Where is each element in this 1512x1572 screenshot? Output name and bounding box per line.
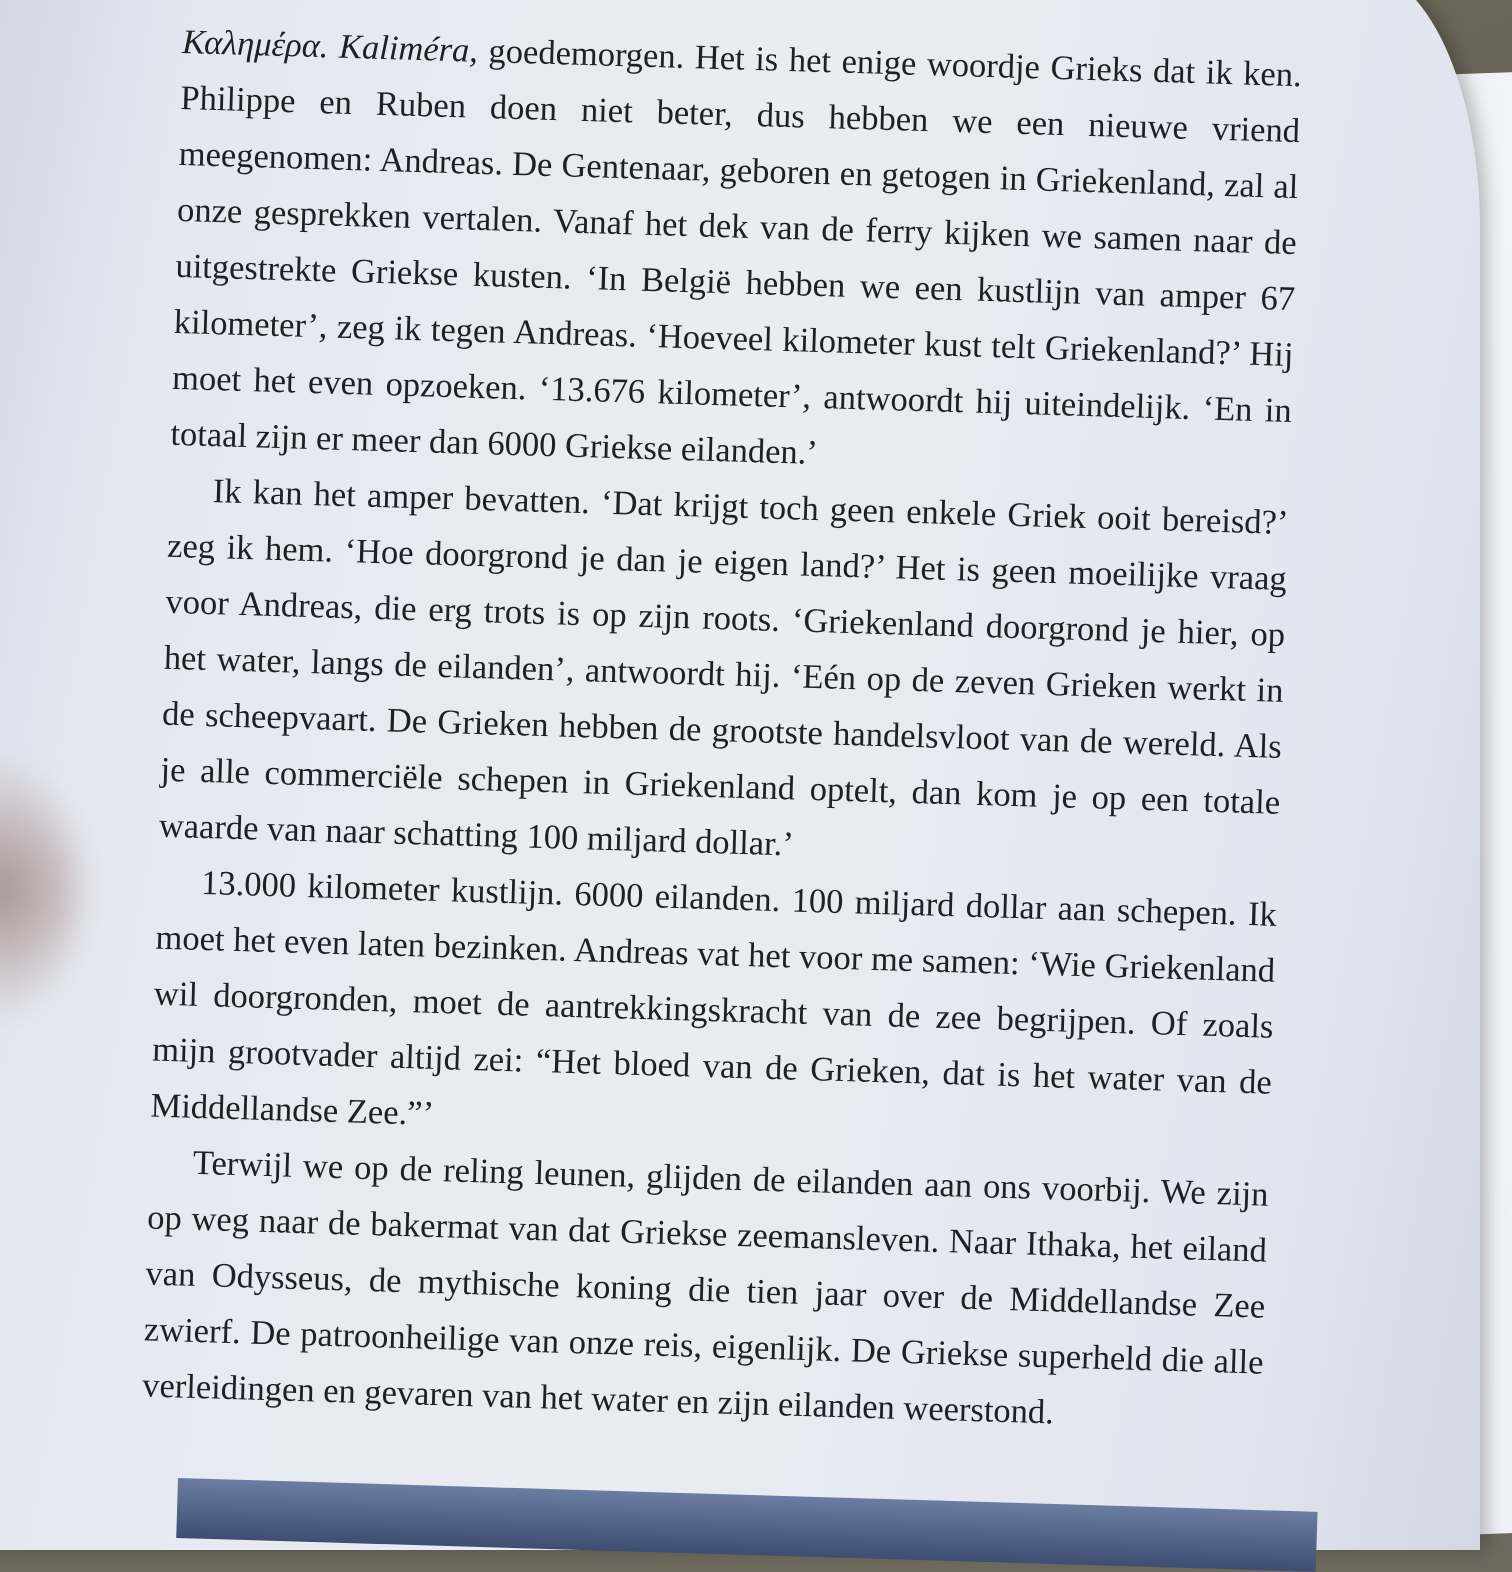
- paragraph-4: Terwijl we op de reling leunen, glijden de eilanden aan ons voorbij. We zijn op weg naar de bakermat van dat Griekse zeemansleven. Naar Ithaka, het eiland van Odysseus, de mythische koning die tien jaar over de Middellandse Zee zwierf. De patroonheilige van onze reis, eigenlijk. De Griekse superheld die alle verleidingen en gevaren van het water en zijn eilanden weerstond.: [141, 1143, 1270, 1432]
- paragraph-1: [170, 14, 1303, 495]
- page-text: [140, 14, 1303, 1507]
- paragraph-3: 13.000 kilometer kustlijn. 6000 eilanden. 100 miljard dollar aan schepen. Ik moet het even laten bezinken. Andreas vat het voor me samen: ‘Wie Griekenland wil doorgronden, moet de aantrekkingskracht van de zee begrijpen. Of zoals mijn grootvader altijd zei: “Het bloed van de Grieken, dat is het water van de Middellandse Zee.”’: [150, 863, 1278, 1133]
- greek-greeting: Καλημέρα. Kaliméra,: [181, 22, 479, 70]
- paragraph-1-text: goedemorgen. Het is het enige woordje Grieks dat ik ken. Philippe en Ruben doen niet beter, dus hebben we een nieuwe vriend meegenomen: Andreas. De Gentenaar, geboren en getogen in Griekenland, zal al onze gesprekken vertalen. Vanaf het dek van de ferry kijken we samen naar de uitgestrekte Griekse kusten. ‘In België hebben we een kustlijn van amper 67 kilometer’, zeg ik tegen Andreas. ‘Hoeveel kilometer kust telt Griekenland?’ Hij moet het even opzoeken. ‘13.676 kilometer’, antwoordt hij uiteindelijk. ‘En in totaal zijn er meer dan 6000 Griekse eilanden.’: [169, 31, 1303, 473]
- paragraph-2: Ik kan het amper bevatten. ‘Dat krijgt toch geen enkele Griek ooit bereisd?’ zeg ik hem. ‘Hoe doorgrond je dan je eigen land?’ Het is geen moeilijke vraag voor Andreas, die erg trots is op zijn roots. ‘Griekenland doorgrond je hier, op het water, langs de eilanden’, antwoordt hij. ‘Eén op de zeven Grieken werkt in de scheepvaart. De Grieken hebben de grootste handelsvloot van de wereld. Als je alle commerciële schepen in Griekenland optelt, dan kom je op een totale waarde van naar schatting 100 miljard dollar.’: [158, 472, 1289, 864]
